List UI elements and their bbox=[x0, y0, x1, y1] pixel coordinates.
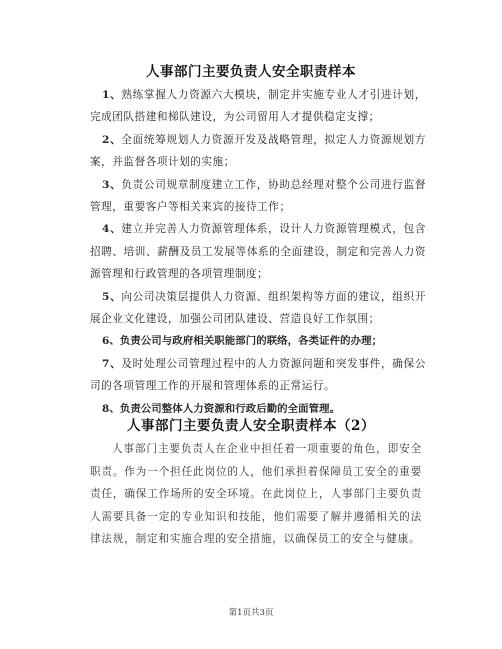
item-number: 1、 bbox=[102, 89, 122, 101]
item-number: 7、 bbox=[102, 357, 122, 370]
page-footer: 第1页共3页 bbox=[228, 608, 274, 618]
list-item bbox=[90, 218, 426, 285]
item-text: 及时处理公司管理过程中的人力资源问题和突发事件，确保公司的各项管理工作的开展和管理体系的正常运行。 bbox=[90, 357, 426, 393]
item-text: 负责公司规章制度建立工作，协助总经理对整个公司进行监督管理，重要客户等相关来宾的接待工作； bbox=[90, 178, 426, 214]
section-paragraph: 人事部门主要负责人在企业中担任着一项重要的角色，即安全职责。作为一个担任此岗位的人，他们承担着保障员工安全的重要责任，确保工作场所的安全环境。在此岗位上，人事部门主要负责人需要具备一定的专业知识和技能，他们需要了解并遵循相关的法律法规，制定和实施合理的安全措施，以确保员工的安全与健康。 bbox=[90, 443, 422, 546]
list-item bbox=[90, 330, 426, 352]
duty-list bbox=[90, 84, 426, 420]
list-item bbox=[90, 174, 426, 219]
item-number: 4、 bbox=[102, 223, 122, 236]
item-number: 5、 bbox=[102, 290, 122, 303]
item-text: 负责公司与政府相关职能部门的联络，各类证件的办理； bbox=[119, 335, 383, 348]
item-text: 全面统筹规划人力资源开发及战略管理，拟定人力资源规划方案，并监督各项计划的实施； bbox=[90, 133, 426, 169]
item-text: 建立并完善人力资源管理体系，设计人力资源管理模式，包含招聘、培训、薪酬及员工发展等体系的全面建设，制定和完善人力资源管理和行政管理的各项管理制度； bbox=[90, 223, 426, 281]
item-number: 3、 bbox=[102, 178, 122, 191]
list-item bbox=[90, 84, 426, 129]
list-item bbox=[90, 129, 426, 174]
item-text: 向公司决策层提供人力资源、组织架构等方面的建议，组织开展企业文化建设，加强公司团队建设、营造良好工作氛围； bbox=[90, 290, 426, 326]
list-item bbox=[90, 353, 426, 398]
item-number: 6、 bbox=[102, 335, 120, 348]
item-number: 2、 bbox=[102, 133, 122, 146]
section-title: 人事部门主要负责人安全职责样本（2） bbox=[127, 418, 375, 434]
item-number: 8、 bbox=[102, 402, 120, 415]
item-text: 熟练掌握人力资源六大模块，制定并实施专业人才引进计划，完成团队搭建和梯队建设，为公司留用人才提供稳定支撑； bbox=[90, 89, 426, 124]
list-item bbox=[90, 286, 426, 331]
item-text: 负责公司整体人力资源和行政后勤的全面管理。 bbox=[119, 402, 341, 415]
page-title: 人事部门主要负责人安全职责样本 bbox=[146, 64, 356, 80]
